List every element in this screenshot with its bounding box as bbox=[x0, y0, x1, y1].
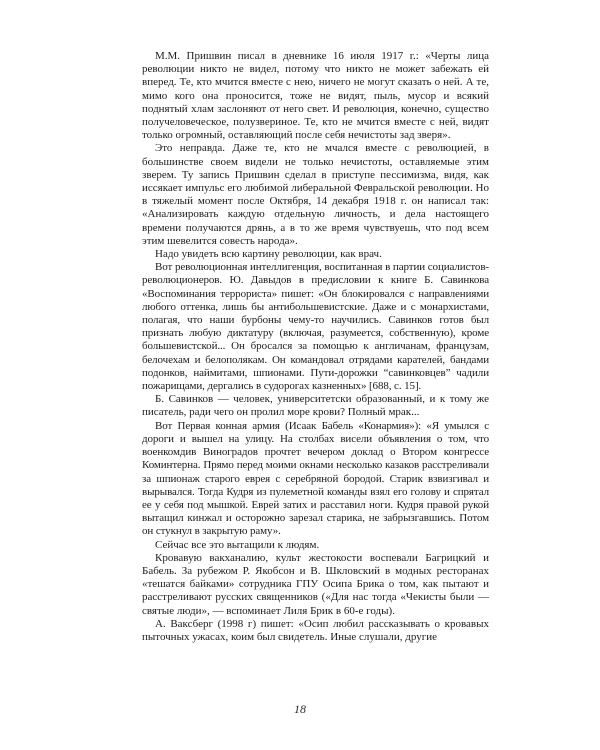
paragraph-whole-picture: Надо увидеть всю картину революции, как врач. bbox=[155, 248, 382, 261]
paragraph-vaksberg: А. Ваксберг (1998 г) пишет: «Осип любил рассказывать о кровавых пыточных ужасах, коим был свидетель. Иные слушали, другие bbox=[142, 617, 489, 643]
paragraph-bloody-bacchanalia: Кровавую вакханалию, культ жестокости воспевали Багрицкий и Бабель. За рубежом Р. Якобсон и В. Шкловский в модных ресторанах «тешатся байками» сотрудника ГПУ Осипа Брика о том, как пытают и расстреливают русских священников («Для нас тогда «Чекисты были — святые люди», — вспоминает Лиля Брик в 60-е годы). bbox=[142, 551, 489, 617]
paragraph-savinkov-preface: Вот революционная интеллигенция, воспитанная в партии социалистов-революционеров. Ю. Давыдов в предисловии к книге Б. Савинкова «Воспоминания террориста» пишет: «Он блокировался с направлениями любого оттенка, лишь бы антибольшевистские. Даже и с монархистами, полагая, что наши бурбоны чему-то научились. Савинков готов был признать любую диктатуру (включая, разумеется, собственную), кроме большевистской... Он бросался за помощью к англичанам, французам, белочехам и белополякам. Он командовал отрядами карателей, бандами подонков, наймитами, шпионами. Пути-дорожки “савинковцев” чадили пожарищами, дергались в судорогах казненных» [688, с. 15]. bbox=[142, 261, 489, 393]
paragraph-konarmiya: Вот Первая конная армия (Исаак Бабель «Конармия»): «Я умылся с дороги и вышел на улицу. На столбах висели объявления о том, что военкомдив Виноградов прочтет вечером доклад о Втором конгрессе Коминтерна. Прямо перед моими окнами несколько казаков расстреливали за шпионаж старого еврея с серебряной бородой. Старик взвизгивал и вырывался. Тогда Кудря из пулеметной команды взял его голову и спрятал ее у себя под мышкой. Еврей затих и расставил ноги. Кудря правой рукой вытащил кинжал и осторожно зарезал старика, не забрызгавшись. Потом он стукнул в закрытую раму». bbox=[142, 419, 489, 538]
paragraph-dragged-out: Сейчас все это вытащили к людям. bbox=[155, 538, 320, 551]
page-number: 18 bbox=[294, 702, 306, 716]
text-body bbox=[142, 50, 489, 644]
paragraph-savinkov-writer: Б. Савинков — человек, университетски образованный, и к тому же писатель, ради чего он пролил море крови? Полный мрак... bbox=[142, 393, 489, 419]
paragraph-prishvin-diary: М.М. Пришвин писал в дневнике 16 июля 1917 г.: «Черты лица революции никто не видел, потому что никто не может забежать ей вперед. Те, кто мчится вместе с нею, ничего не могут сказать о ней. А те, мимо кого она проносится, тоже не видят, пыль, мусор и всякий поднятый хлам заслоняют от него свет. И революция, конечно, существо получеловеческое, полузвериное. Те, кто не мчится вместе с ней, видят только огромный, оставляющий после себя нечистоты зад зверя». bbox=[142, 50, 489, 142]
paragraph-not-true: Это неправда. Даже те, кто не мчался вместе с революцией, в большинстве своем видели не только нечистоты, оставляемые этим зверем. Ту запись Пришвин сделал в приступе пессимизма, видя, как иссякает импульс его любимой либеральной Февральской революции. Но в тяжелый момент после Октября, 14 декабря 1918 г. он написал так: «Анализировать каждую отдельную личность, и дела настоящего времени получаются дрянь, а в то же время чувствуешь, что под всем этим шевелится совесть народа». bbox=[142, 142, 489, 247]
